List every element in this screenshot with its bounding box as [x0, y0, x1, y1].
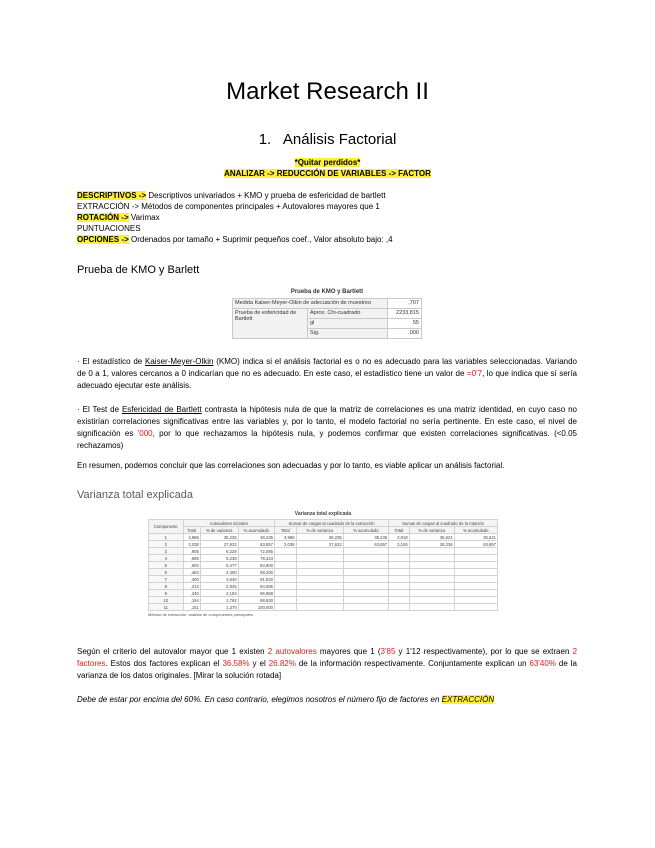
value-cell — [389, 569, 410, 576]
variance-table-caption: Varianza total explicada — [294, 511, 352, 517]
value-cell: 3,640 — [200, 576, 238, 583]
value-cell — [409, 597, 454, 604]
value-cell: 98,630 — [238, 597, 274, 604]
value-cell: ,400 — [183, 576, 200, 583]
paragraph-eigenvalues: Según el criterio del autovalor mayor que 1 existen 2 autovalores mayores que 1 (3'85 y 1'12 respectivamente), por lo que se extraen 2 factores. Estos dos factores explican el 36.58% y el 26.82% de la información respectivamente. Conjuntamente explican un 63'40% de la varianza de los datos originales. [Mirar la solución rotada] — [77, 647, 578, 680]
table-row — [149, 590, 498, 597]
component-cell: 5 — [149, 562, 184, 569]
value-cell: ,240 — [183, 590, 200, 597]
total-header: Total — [274, 527, 296, 534]
component-cell: 9 — [149, 590, 184, 597]
value-cell — [296, 569, 343, 576]
value-cell — [343, 576, 388, 583]
component-cell: 11 — [149, 604, 184, 611]
component-cell: 2 — [149, 541, 184, 548]
value-cell — [454, 562, 497, 569]
value-cell — [409, 562, 454, 569]
value-cell: 35,621 — [454, 534, 497, 541]
value-cell — [389, 604, 410, 611]
value-cell: 5,477 — [200, 562, 238, 569]
value-cell — [409, 555, 454, 562]
sig-value: ,000 — [388, 329, 422, 339]
total-header: Total — [389, 527, 410, 534]
value-cell — [274, 590, 296, 597]
initial-header: Autovalores iniciales — [183, 520, 274, 527]
value-cell — [343, 604, 388, 611]
value-cell — [343, 555, 388, 562]
value-cell — [454, 597, 497, 604]
component-cell: 3 — [149, 548, 184, 555]
value-cell: ,686 — [183, 555, 200, 562]
component-cell: 8 — [149, 583, 184, 590]
kmo-table-caption: Prueba de KMO y Bartlett — [290, 289, 364, 295]
kmo-value: ,707 — [388, 299, 422, 309]
value-cell — [454, 583, 497, 590]
value-cell — [343, 548, 388, 555]
value-cell: 88,200 — [238, 569, 274, 576]
value-cell: 36,235 — [296, 534, 343, 541]
component-cell: 7 — [149, 576, 184, 583]
value-cell: 2,845 — [200, 583, 238, 590]
value-cell — [409, 569, 454, 576]
value-cell: 83,800 — [238, 562, 274, 569]
chi-label: Aprox. Chi-cuadrado — [308, 309, 388, 319]
pct-header: % de varianza — [200, 527, 238, 534]
table-row — [149, 534, 498, 541]
value-cell: 96,868 — [238, 590, 274, 597]
table-row — [149, 604, 498, 611]
variance-heading: Varianza total explicada — [77, 489, 193, 501]
value-cell: ,905 — [183, 548, 200, 555]
value-cell — [409, 548, 454, 555]
value-cell — [409, 604, 454, 611]
pct-header: % de varianza — [296, 527, 343, 534]
value-cell: 72,085 — [238, 548, 274, 555]
value-cell — [296, 604, 343, 611]
value-cell — [296, 597, 343, 604]
component-cell: 6 — [149, 569, 184, 576]
value-cell — [454, 576, 497, 583]
value-cell: 28,236 — [409, 541, 454, 548]
value-cell — [454, 548, 497, 555]
value-cell: 78,323 — [238, 555, 274, 562]
value-cell: 27,622 — [200, 541, 238, 548]
table-row — [233, 309, 422, 319]
extraction-header: Sumas de cargas al cuadrado de la extracción — [274, 520, 388, 527]
table-row — [149, 555, 498, 562]
value-cell: 36,235 — [200, 534, 238, 541]
value-cell — [274, 576, 296, 583]
table-row — [149, 583, 498, 590]
value-cell: 100,000 — [238, 604, 274, 611]
value-cell — [296, 548, 343, 555]
value-cell — [296, 576, 343, 583]
value-cell: 27,622 — [296, 541, 343, 548]
sig-label: Sig. — [308, 329, 388, 339]
value-cell — [409, 590, 454, 597]
instruction-opciones: OPCIONES -> Ordenados por tamaño + Suprimir pequeños coef., Valor absoluto bajo: ,4 — [77, 235, 393, 244]
note-menu-path: ANALIZAR -> REDUCCIÓN DE VARIABLES -> FACTOR — [224, 169, 431, 178]
value-cell — [343, 569, 388, 576]
value-cell — [389, 562, 410, 569]
paragraph-summary: En resumen, podemos concluir que las correlaciones son adecuadas y por lo tanto, es viable aplicar un análisis factorial. — [77, 461, 505, 470]
cum-header: % acumulado — [343, 527, 388, 534]
paragraph-threshold: Debe de estar por encima del 60%. En caso contrario, elegimos nosotros el número fijo de factores en EXTRACCIÓN — [77, 695, 495, 704]
value-cell: 63,857 — [454, 541, 497, 548]
component-header: Componente — [149, 520, 184, 534]
variance-table — [148, 511, 498, 617]
rotation-header: Sumas de cargas al cuadrado de la rotación — [389, 520, 498, 527]
page-title: Market Research II — [226, 78, 429, 105]
value-cell: 2,183 — [200, 590, 238, 597]
value-cell — [389, 555, 410, 562]
paragraph-kmo: · El estadístico de Kaiser-Meyer-Olkin (KMO) indica si el análisis factorial es o no es adecuado para las variables seleccionadas. Variando de 0 a 1, valores cercanos a 0 indicarían que no es adecuado. En este caso, el estadístico tiene un valor de =0'7, lo que indica que sí sería adecuado ejecutar este análisis. — [77, 357, 578, 390]
value-cell — [454, 590, 497, 597]
kmo-heading: Prueba de KMO y Barlett — [77, 264, 200, 276]
value-cell — [274, 555, 296, 562]
value-cell — [296, 583, 343, 590]
value-cell: 63,857 — [343, 541, 388, 548]
value-cell: ,151 — [183, 604, 200, 611]
value-cell: 4,400 — [200, 569, 238, 576]
value-cell — [343, 562, 388, 569]
note-remove-missing: *Quitar perdidos* — [294, 158, 361, 167]
instruction-puntuaciones: PUNTUACIONES — [77, 224, 141, 233]
component-cell: 4 — [149, 555, 184, 562]
value-cell: 35,621 — [409, 534, 454, 541]
value-cell: 63,857 — [238, 541, 274, 548]
value-cell: 3,038 — [274, 541, 296, 548]
value-cell — [343, 597, 388, 604]
value-cell — [454, 604, 497, 611]
cum-header: % acumulado — [238, 527, 274, 534]
value-cell: 36,235 — [238, 534, 274, 541]
variance-footnote: Método de extracción: análisis de componentes principales. — [148, 612, 254, 617]
value-cell — [389, 548, 410, 555]
section-number: 1. — [258, 131, 272, 148]
value-cell — [389, 583, 410, 590]
paragraph-bartlett: · El Test de Esfericidad de Bartlett contrasta la hipótesis nula de que la matriz de correlaciones es una matriz identidad, en cuyo caso no existirían correlaciones significativas entre las variables y, por lo tanto, el modelo factorial no sería pertinente. En este caso, el nivel de significación es '000, por lo que rechazamos la hipótesis nula, y podemos confirmar que existen correlaciones significativas. (<0.05 rechazamos) — [77, 405, 578, 450]
instruction-extraccion: EXTRACCIÓN -> Métodos de componentes principales + Autovalores mayores que 1 — [77, 202, 380, 211]
value-cell — [296, 590, 343, 597]
table-row — [149, 569, 498, 576]
chi-value: 2233,815 — [388, 309, 422, 319]
total-header: Total — [183, 527, 200, 534]
value-cell — [296, 555, 343, 562]
value-cell — [296, 562, 343, 569]
value-cell: ,313 — [183, 583, 200, 590]
value-cell: ,484 — [183, 569, 200, 576]
kmo-label: Medida Kaiser-Meyer-Olkin de adecuación de muestreo — [233, 299, 388, 309]
value-cell: 3,038 — [183, 541, 200, 548]
bartlett-label: Prueba de esfericidad de Bartlett — [233, 309, 308, 339]
value-cell — [409, 583, 454, 590]
component-cell: 1 — [149, 534, 184, 541]
value-cell: ,602 — [183, 562, 200, 569]
value-cell — [274, 562, 296, 569]
cum-header: % acumulado — [454, 527, 497, 534]
value-cell: 1,762 — [200, 597, 238, 604]
value-cell: 94,685 — [238, 583, 274, 590]
table-row — [149, 576, 498, 583]
value-cell — [389, 576, 410, 583]
value-cell — [409, 576, 454, 583]
table-row — [149, 597, 498, 604]
value-cell — [274, 548, 296, 555]
value-cell: 3,106 — [389, 541, 410, 548]
section-title: Análisis Factorial — [282, 131, 397, 148]
value-cell: 3,986 — [183, 534, 200, 541]
table-row — [149, 548, 498, 555]
table-row — [149, 562, 498, 569]
component-cell: 10 — [149, 597, 184, 604]
value-cell — [343, 583, 388, 590]
gl-value: 55 — [388, 319, 422, 329]
value-cell: 3,986 — [274, 534, 296, 541]
value-cell — [454, 555, 497, 562]
section-heading — [0, 131, 655, 148]
instruction-rotacion: ROTACIÓN -> Varimax — [77, 213, 160, 222]
value-cell: 6,238 — [200, 555, 238, 562]
value-cell: ,194 — [183, 597, 200, 604]
instruction-descriptivos: DESCRIPTIVOS -> Descriptivos univariados + KMO y prueba de esfericidad de bartlett — [77, 191, 386, 200]
value-cell — [274, 569, 296, 576]
value-cell — [454, 569, 497, 576]
gl-label: gl — [308, 319, 388, 329]
pct-header: % de varianza — [409, 527, 454, 534]
value-cell: 8,228 — [200, 548, 238, 555]
value-cell — [274, 597, 296, 604]
value-cell — [274, 583, 296, 590]
value-cell: 1,370 — [200, 604, 238, 611]
value-cell — [343, 590, 388, 597]
value-cell: 36,235 — [343, 534, 388, 541]
value-cell — [274, 604, 296, 611]
value-cell: 91,840 — [238, 576, 274, 583]
value-cell: 3,918 — [389, 534, 410, 541]
value-cell — [389, 597, 410, 604]
table-row — [149, 541, 498, 548]
kmo-table — [232, 289, 422, 339]
value-cell — [389, 590, 410, 597]
table-row — [233, 299, 422, 309]
